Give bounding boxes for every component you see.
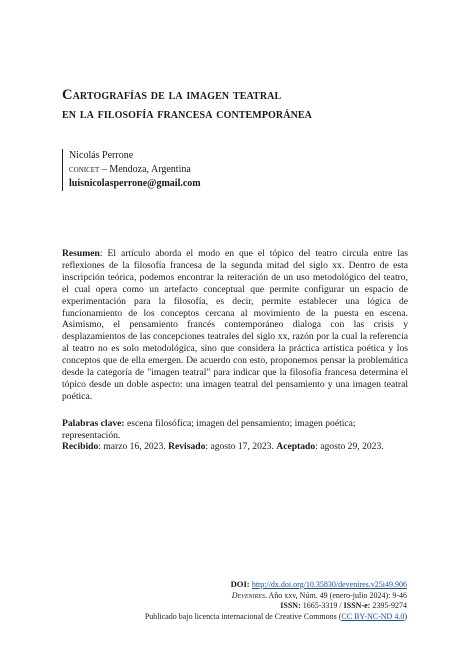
submission-dates (62, 441, 408, 453)
issn-line (87, 601, 407, 612)
issn-label: ISSN: (280, 601, 303, 610)
doi-label: DOI: (230, 579, 252, 589)
doi-link[interactable]: http://dx.doi.org/10.35830/devenires.v25i49.906 (251, 580, 407, 589)
issne-value: 2395-9274 (372, 601, 407, 610)
issne-label: ISSN-e: (343, 601, 373, 610)
title-line-1: Cartografías de la imagen teatral (62, 87, 282, 103)
license-text: Publicado bajo licencia internacional de Creative Commons ( (144, 611, 342, 621)
received-date: : marzo 16, 2023. (98, 441, 169, 452)
issn-separator: / (337, 601, 344, 610)
keywords-label: Palabras clave: (62, 418, 125, 429)
accepted-date: : agosto 29, 2023. (315, 441, 384, 452)
license-line (87, 612, 407, 623)
publication-footer (87, 579, 407, 622)
doi-line (87, 579, 407, 591)
author-block (62, 149, 201, 191)
author-name: Nicolás Perrone (69, 150, 134, 161)
journal-issue: . Año xxv, Núm. 49 (enero-julio 2024): 9-46 (264, 590, 407, 600)
title-line-2: en la filosofía francesa contemporánea (62, 106, 312, 122)
article-title (62, 86, 442, 124)
received-label: Recibido (62, 441, 99, 452)
revised-date: : agosto 17, 2023. (205, 441, 277, 452)
author-email[interactable]: luisnicolasperrone@gmail.com (69, 178, 201, 189)
issn-value: 1665-3319 (302, 601, 338, 610)
revised-label: Revisado (168, 441, 206, 452)
license-link[interactable]: CC BY-NC-ND 4.0 (341, 611, 405, 621)
affiliation-org: conicet (69, 164, 100, 175)
accepted-label: Aceptado (276, 441, 316, 452)
license-close: ) (404, 611, 407, 621)
abstract-text: : El artículo aborda el modo en que el tópico del teatro circula entre las reflexiones de la filosofía francesa de la segunda mitad del siglo xx. Dentro de esta inscripción teórica, podemos encontrar la reiteración de un uso metodológico del teatro, el cual opera como un artefacto conceptual que permite configurar un espacio de experimentación para la filosofía, es decir, permite establecer una lógica de funcionamiento de los conceptos cercana al movimiento de la puesta en escena. Asimismo, el pensamiento francés contemporáneo dialoga con las crisis y desplazamientos de las concepciones teatrales del siglo xx, razón por la cual la referencia al teatro no es solo metodológica, sino que considera la práctica artística poética y los conceptos que de ella emergen. De acuerdo con esto, proponemos pensar la problemática desde la categoría de "imagen teatral" para indicar que la filosofía francesa determina el tópico desde un doble aspecto: una imagen teatral del pensamiento y una imagen teatral poética. (62, 248, 408, 402)
author-affiliation (69, 163, 201, 177)
keywords-text: escena filosófica; imagen del pensamiento; imagen poética; representación. (62, 418, 356, 441)
abstract (62, 248, 408, 403)
journal-line (87, 591, 407, 602)
keywords (62, 418, 408, 442)
affiliation-location: – Mendoza, Argentina (99, 164, 191, 175)
abstract-label: Resumen (62, 248, 100, 259)
journal-name: Devenires (231, 590, 265, 600)
